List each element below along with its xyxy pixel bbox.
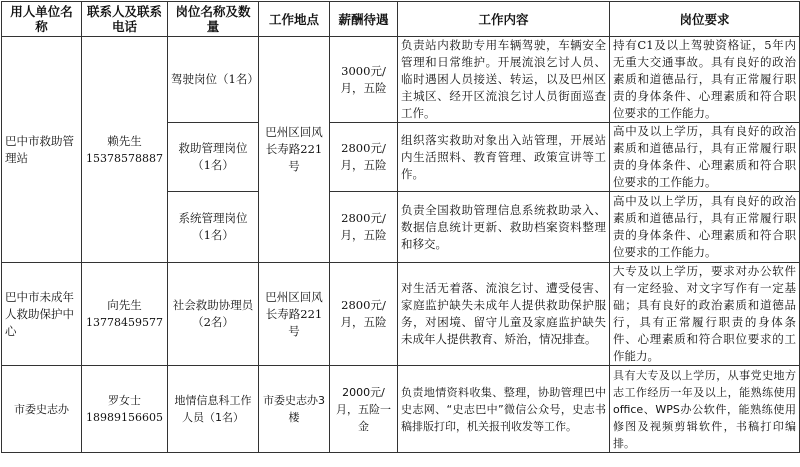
salary-cell: 2800元/月，五险: [330, 192, 398, 263]
unit-cell: 巴中市救助管理站: [2, 37, 82, 263]
contact-phone: 13778459577: [86, 316, 163, 329]
post-cell: 救助管理岗位（1名）: [168, 123, 259, 192]
header-row: [2, 2, 800, 37]
salary-cell: 3000元/月，五险: [330, 37, 398, 123]
contact-cell: [82, 263, 168, 366]
contact-name: 赖先生: [107, 133, 142, 148]
table-row: [2, 37, 800, 123]
unit-cell: 巴中市未成年人救助保护中心: [2, 263, 82, 366]
requirements-cell: 高中及以上学历，具有良好的政治素质和道德品行，具有正常履行职责的身体条件、心理素质和符合职位要求的工作能力。: [610, 192, 800, 263]
header-salary: 薪酬待遇: [330, 2, 398, 37]
contact-phone: 15378578887: [86, 151, 163, 165]
header-unit: 用人单位名 称: [2, 2, 82, 37]
post-cell: 驾驶岗位（1名）: [168, 37, 259, 123]
duties-cell: 负责地情资料收集、整理，协助管理巴中史志网、“史志巴中”微信公众号，史志书稿排版打印，机关报刊收发等工作。: [398, 366, 610, 453]
salary-cell: 2000元/月，五险一金: [330, 366, 398, 453]
header-requirements: 岗位要求: [610, 2, 800, 37]
job-table: [1, 1, 800, 453]
duties-cell: 负责站内救助专用车辆驾驶，车辆安全管理和日常维护。开展流浪乞讨人员、临时遇困人员接送、转运，以及巴州区主城区、经开区流浪乞讨人员街面巡查工作。: [398, 37, 610, 123]
contact-cell: [82, 366, 168, 453]
salary-cell: 2800元/月，五险: [330, 123, 398, 192]
location-cell: 市委史志办3楼: [259, 366, 330, 453]
header-duties: 工作内容: [398, 2, 610, 37]
duties-cell: 负责全国救助管理信息系统救助录入、数据信息统计更新、救助档案资料整理和移交。: [398, 192, 610, 263]
header-post: 岗位名称及数量: [168, 2, 259, 37]
contact-phone: 18989156605: [86, 411, 163, 424]
location-cell: 巴州区回风长寿路221号: [259, 37, 330, 263]
location-cell: 巴州区回风长寿路221号: [259, 263, 330, 366]
table-row: [2, 263, 800, 366]
post-cell: 系统管理岗位（1名）: [168, 192, 259, 263]
requirements-cell: 大专及以上学历，要求对办公软件有一定经验、对文字写作有一定基础；具有良好的政治素质和道德品行，具有正常履行职责的身体条件、心理素质和符合职位要求的工作能力。: [610, 263, 800, 366]
salary-cell: 2800元/月，五险: [330, 263, 398, 366]
contact-cell: [82, 37, 168, 263]
duties-cell: 对生活无着落、流浪乞讨、遭受侵害、家庭监护缺失未成年人提供救助保护服务，对困境、留守儿童及家庭监护缺失未成年人提供教育、矫治，情况排查。: [398, 263, 610, 366]
requirements-cell: 具有大专及以上学历，从事党史地方志工作经历一年及以上，能熟练使用office、WPS办公软件，能熟练使用修图及视频剪辑软件，书稿打印编排。: [610, 366, 800, 453]
header-location: 工作地点: [259, 2, 330, 37]
requirements-cell: 高中及以上学历，具有良好的政治素质和道德品行，具有正常履行职责的身体条件、心理素质和符合职位要求的工作能力。: [610, 123, 800, 192]
contact-name: 罗女士: [108, 394, 141, 407]
duties-cell: 组织落实救助对象出入站管理，开展站内生活照料、教育管理、政策宣讲等工作。: [398, 123, 610, 192]
unit-cell: 市委史志办: [2, 366, 82, 453]
contact-name: 向先生: [107, 298, 142, 312]
requirements-cell: 持有C1及以上驾驶资格证，5年内无重大交通事故。具有良好的政治素质和道德品行，具有正常履行职责的身体条件、心理素质和符合职位要求的工作能力。: [610, 37, 800, 123]
table-row: [2, 366, 800, 453]
post-cell: 地情信息科工作人员（1名）: [168, 366, 259, 453]
header-contact: 联系人及联系电话: [82, 2, 168, 37]
post-cell: 社会救助协理员（2名）: [168, 263, 259, 366]
